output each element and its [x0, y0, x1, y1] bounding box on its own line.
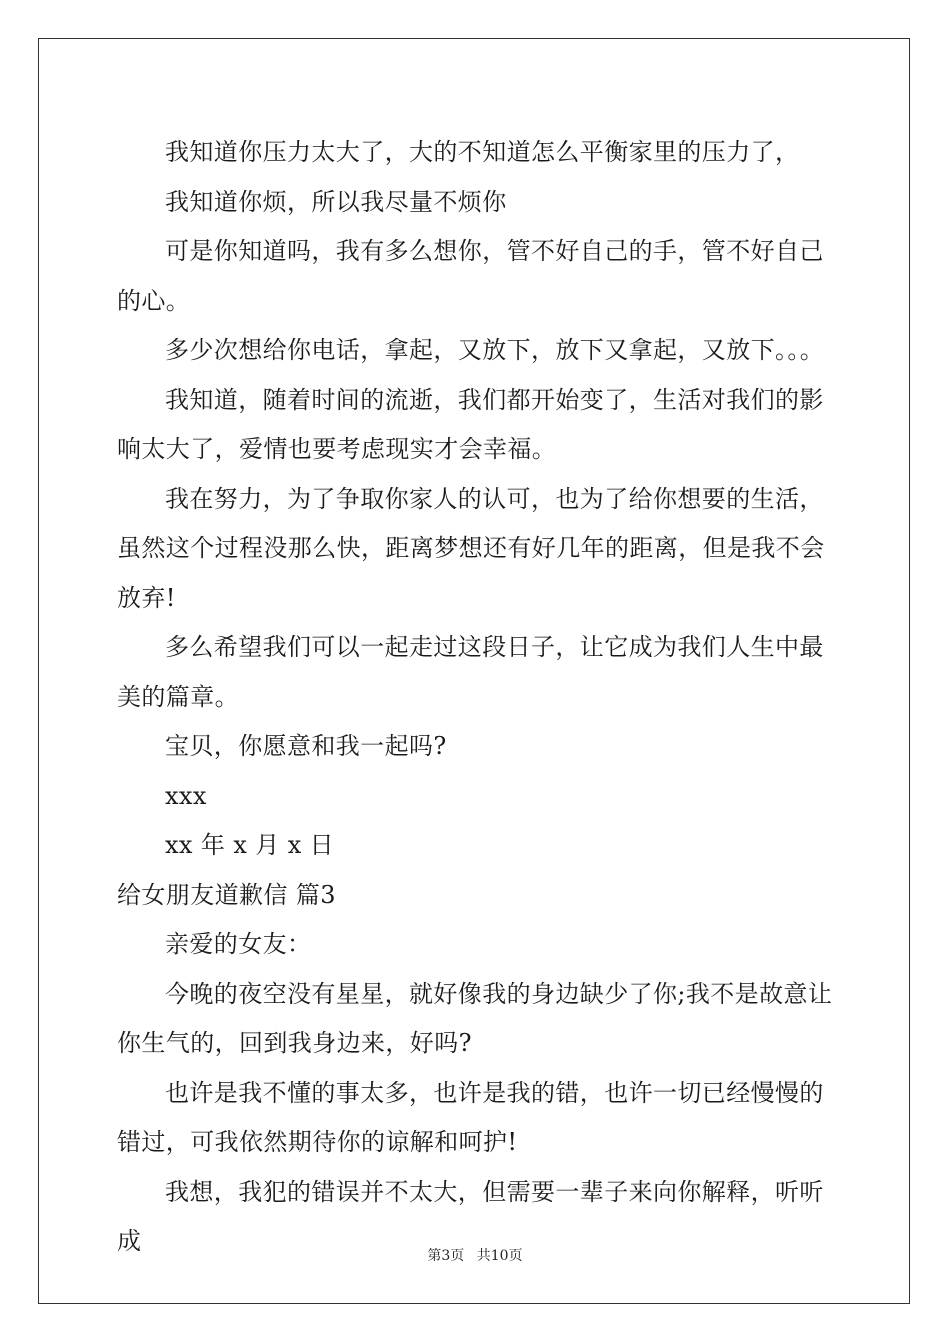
- paragraph: 今晚的夜空没有星星，就好像我的身边缺少了你;我不是故意让你生气的，回到我身边来，好吗?: [117, 979, 833, 1057]
- paragraph: 多少次想给你电话，拿起，又放下，放下又拿起，又放下。。。: [165, 336, 825, 364]
- page-number: 第3页: [427, 1248, 465, 1264]
- paragraph: 宝贝，你愿意和我一起吗?: [165, 732, 447, 760]
- paragraph: 也许是我不懂的事太多，也许是我的错，也许一切已经慢慢的错过，可我依然期待你的谅解和呵护!: [117, 1078, 824, 1156]
- paragraph: 我知道，随着时间的流逝，我们都开始变了，生活对我们的影响太大了，爱情也要考虑现实才会幸福。: [117, 385, 824, 463]
- section-heading: 给女朋友道歉信 篇3: [117, 880, 336, 909]
- date-line: xx 年 x 月 x 日: [165, 831, 335, 859]
- document-body: [117, 128, 837, 1267]
- signature: xxx: [165, 781, 207, 810]
- paragraph: 我知道你烦，所以我尽量不烦你: [165, 187, 507, 216]
- salutation: 亲爱的女友：: [165, 930, 312, 958]
- paragraph: 我知道你压力太大了，大的不知道怎么平衡家里的压力了，: [165, 138, 800, 166]
- paragraph: 多么希望我们可以一起走过这段日子，让它成为我们人生中最美的篇章。: [117, 633, 824, 711]
- paragraph: 我在努力，为了争取你家人的认可，也为了给你想要的生活，虽然这个过程没那么快，距离梦想还有好几年的距离，但是我不会放弃!: [117, 484, 825, 612]
- page-footer: [0, 1245, 950, 1265]
- paragraph: 我想，我犯的错误并不太大，但需要一辈子来向你解释，听听成: [117, 1177, 824, 1255]
- paragraph: 可是你知道吗，我有多么想你，管不好自己的手，管不好自己的心。: [117, 237, 824, 315]
- page-total: 共10页: [476, 1248, 523, 1264]
